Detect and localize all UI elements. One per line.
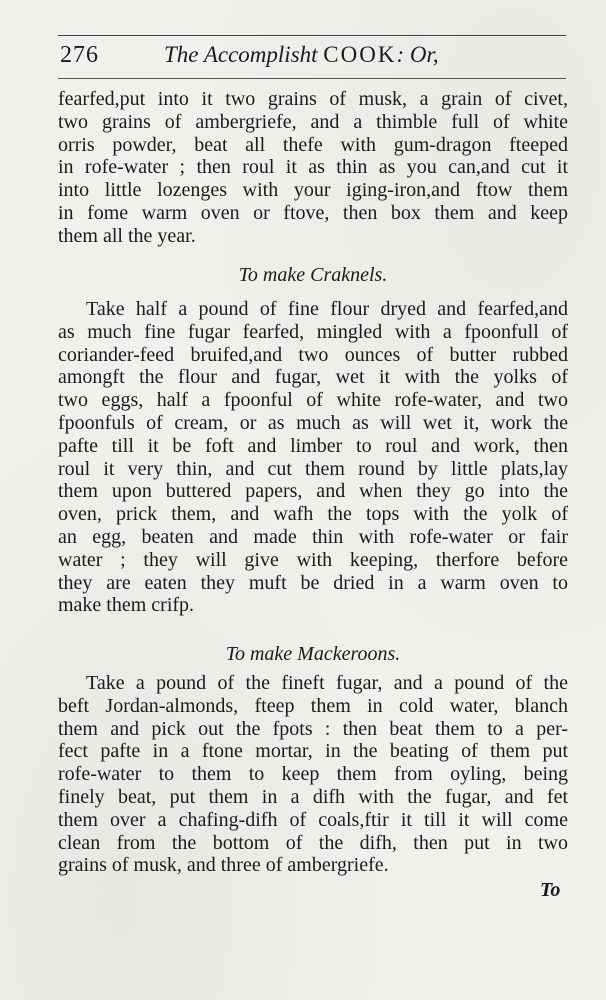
- text-line: in fome warm oven or ftove, then box them and keep: [58, 201, 568, 224]
- text-line: two eggs, half a fpoonful of white rofe-water, and two: [58, 389, 568, 412]
- recipe-mackeroons-paragraph: [58, 672, 568, 877]
- text-line: coriander-feed bruifed,and two ounces of butter rubbed: [58, 343, 568, 366]
- text-line: pafte till it be foft and limber to roul and work, then: [58, 434, 568, 457]
- running-head-suffix: : Or,: [396, 42, 439, 67]
- text-line: water ; they will give with keeping, therfore before: [58, 548, 568, 571]
- running-head: [164, 42, 439, 68]
- recipe-heading-mackeroons: To make Mackeroons.: [225, 643, 401, 665]
- text-line: fpoonfuls of cream, or as much as will wet it, work the: [58, 411, 568, 434]
- text-line: them all the year.: [58, 224, 196, 247]
- top-rule: [58, 35, 566, 36]
- text-line: clean from the bottom of the difh, then put in two: [58, 831, 568, 854]
- text-line: fect pafte in a ftone mortar, in the beating of them put: [58, 740, 568, 763]
- running-head-italic: The Accomplisht: [164, 42, 318, 67]
- catchword: To: [540, 879, 561, 901]
- text-line: grains of musk, and three of ambergriefe.: [58, 854, 389, 877]
- text-line: orris powder, beat all thefe with gum-dragon fteeped: [58, 133, 568, 156]
- page-header: [60, 42, 570, 78]
- text-line: oven, prick them, and wafh the tops with the yolk of: [58, 503, 568, 526]
- header-rule: [58, 78, 566, 79]
- text-line: them upon buttered papers, and when they go into the: [58, 480, 568, 503]
- recipe-craknels-paragraph: [58, 298, 568, 617]
- text-line: rofe-water to them to keep them from oyling, being: [58, 763, 568, 786]
- text-line: Take a pound of the fineft fugar, and a pound of the: [86, 672, 568, 694]
- running-head-caps: COOK: [323, 42, 397, 67]
- text-line: Take half a pound of fine flour dryed and fearfed,and: [86, 298, 568, 320]
- recipe-heading-craknels: To make Craknels.: [238, 264, 388, 286]
- text-line: them and pick out the fpots : then beat them to a per-: [58, 717, 568, 740]
- text-line: amongft the flour and fugar, wet it with the yolks of: [58, 366, 568, 389]
- continuation-paragraph: [58, 88, 568, 248]
- text-line: beft Jordan-almonds, fteep them in cold water, blanch: [58, 694, 568, 717]
- text-line: them over a chafing-difh of coals,ftir it till it will come: [58, 808, 568, 831]
- text-line: finely beat, put them in a difh with the fugar, and fet: [58, 785, 568, 808]
- text-line: they are eaten they muft be dried in a warm oven to: [58, 571, 568, 594]
- text-line: an egg, beaten and made thin with rofe-water or fair: [58, 525, 568, 548]
- text-line: make them crifp.: [58, 594, 195, 617]
- text-line: as much fine fugar fearfed, mingled with a fpoonfull of: [58, 320, 568, 343]
- text-line: into little lozenges with your iging-iron,and ftow them: [58, 179, 568, 202]
- text-line: roul it very thin, and cut them round by little plats,lay: [58, 457, 568, 480]
- text-line: two grains of ambergriefe, and a thimble full of white: [58, 110, 568, 133]
- text-line: fearfed,put into it two grains of musk, a grain of civet,: [58, 88, 568, 110]
- text-line: in rofe-water ; then roul it as thin as you can,and cut it: [58, 156, 568, 179]
- page-number: 276: [60, 42, 99, 68]
